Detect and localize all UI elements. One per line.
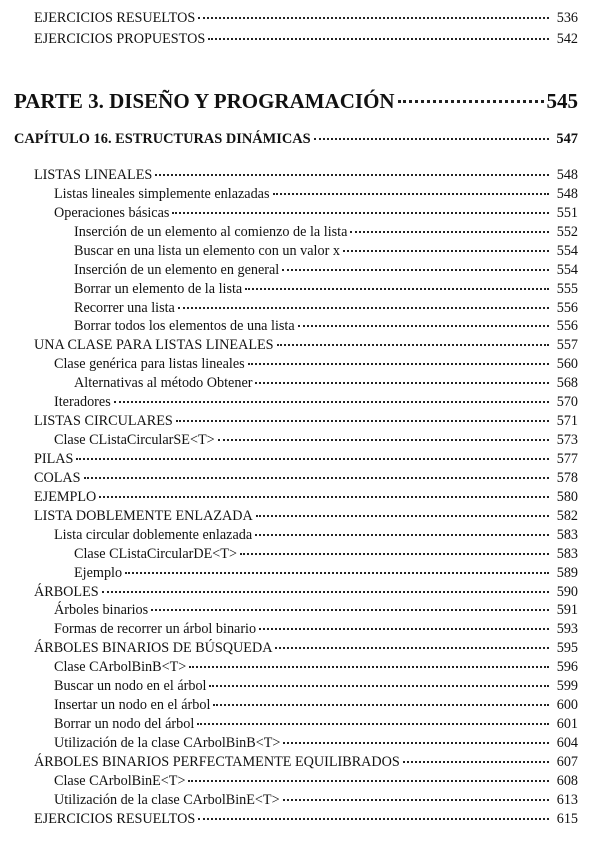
toc-entry <box>34 166 578 184</box>
toc-entry <box>54 204 578 222</box>
entry-title: Utilización de la clase CArbolBinB<T> <box>54 734 281 751</box>
entry-page: 590 <box>556 583 578 600</box>
part-title: PARTE 3. DISEÑO Y PROGRAMACIÓN <box>14 89 395 113</box>
dot-leader <box>209 685 549 687</box>
entry-page: 601 <box>556 716 578 732</box>
entry-title: PILAS <box>34 450 74 467</box>
entry-page: 595 <box>556 640 578 657</box>
entry-page: 551 <box>556 204 578 221</box>
toc-entry <box>34 488 578 506</box>
entry-page: 577 <box>556 450 578 467</box>
dot-leader <box>277 344 549 346</box>
dot-leader <box>398 100 544 103</box>
entry-title: Inserción de un elemento en general <box>74 261 280 278</box>
entry-title: ÁRBOLES BINARIOS DE BÚSQUEDA <box>34 640 273 657</box>
toc-entry <box>74 280 578 298</box>
toc-entry <box>74 564 578 582</box>
entry-title: Clase CArbolBinB<T> <box>54 659 187 676</box>
dot-leader <box>84 477 549 479</box>
dot-leader <box>213 704 549 706</box>
dot-leader <box>343 250 549 252</box>
entry-title: Borrar un elemento de la lista <box>74 280 243 297</box>
entry-page: 555 <box>556 280 578 297</box>
entry-page: 589 <box>556 564 578 581</box>
toc-entry <box>34 30 578 48</box>
toc-entry <box>74 545 578 563</box>
entry-page: 596 <box>556 659 578 676</box>
toc-entry <box>34 336 578 354</box>
dot-leader <box>189 666 549 668</box>
toc-entry <box>74 374 578 392</box>
entry-title: Recorrer una lista <box>74 299 175 316</box>
dot-leader <box>218 439 549 441</box>
entry-page: 557 <box>556 337 578 354</box>
dot-leader <box>198 818 549 820</box>
toc-entry <box>74 242 578 260</box>
entry-page: 548 <box>556 185 578 202</box>
dot-leader <box>259 628 549 630</box>
dot-leader <box>283 742 549 744</box>
entry-title: ÁRBOLES <box>34 583 99 600</box>
dot-leader <box>283 799 549 801</box>
toc-entry <box>54 696 578 714</box>
toc-entry <box>54 791 578 809</box>
dot-leader <box>178 307 549 309</box>
toc-entry <box>54 658 578 676</box>
entry-page: 593 <box>556 621 578 638</box>
chapter-page: 547 <box>556 131 578 147</box>
chapter-title: CAPÍTULO 16. ESTRUCTURAS DINÁMICAS <box>14 131 311 147</box>
dot-leader <box>314 138 549 140</box>
part-heading <box>14 88 578 114</box>
entry-page: 542 <box>556 31 578 47</box>
entry-page: 554 <box>556 261 578 278</box>
entry-page: 608 <box>556 772 578 789</box>
dot-leader <box>151 609 549 611</box>
entry-page: 570 <box>556 394 578 411</box>
dot-leader <box>99 496 549 498</box>
toc-entry <box>34 639 578 657</box>
entry-title: Buscar en una lista un elemento con un valor x <box>74 242 340 259</box>
entry-title: Borrar todos los elementos de una lista <box>74 318 295 335</box>
entry-page: 536 <box>556 10 578 26</box>
dot-leader <box>248 363 549 365</box>
toc-entry <box>34 583 578 601</box>
dot-leader <box>275 647 549 649</box>
entry-page: 600 <box>556 697 578 713</box>
toc-entry <box>34 469 578 487</box>
toc-entry <box>54 772 578 790</box>
toc-entry <box>54 715 578 733</box>
entry-title: Ejemplo <box>74 564 123 581</box>
entry-title: EJERCICIOS RESUELTOS <box>34 810 196 827</box>
entry-title: Clase CArbolBinE<T> <box>54 772 186 789</box>
dot-leader <box>198 17 549 19</box>
entry-page: 607 <box>556 753 578 770</box>
entry-title: Clase CListaCircularDE<T> <box>74 545 237 562</box>
entry-title: Inserción de un elemento al comienzo de la lista <box>74 223 348 240</box>
toc-entry <box>74 299 578 317</box>
dot-leader <box>114 401 549 403</box>
entry-page: 615 <box>556 810 578 827</box>
entry-page: 582 <box>556 507 578 524</box>
entry-page: 580 <box>556 488 578 505</box>
dot-leader <box>172 212 549 214</box>
entry-title: COLAS <box>34 469 81 486</box>
entry-page: 556 <box>556 318 578 335</box>
entry-title: Buscar un nodo en el árbol <box>54 678 207 695</box>
entry-title: Formas de recorrer un árbol binario <box>54 621 257 638</box>
entry-page: 583 <box>556 526 578 543</box>
toc-entry <box>54 677 578 695</box>
entry-page: 554 <box>556 242 578 259</box>
entry-title: EJERCICIOS RESUELTOS <box>34 10 196 26</box>
entry-page: 578 <box>556 469 578 486</box>
entry-title: Listas lineales simplemente enlazadas <box>54 185 270 202</box>
dot-leader <box>155 174 549 176</box>
dot-leader <box>102 591 549 593</box>
toc-entry <box>74 223 578 241</box>
toc-entry <box>34 507 578 525</box>
dot-leader <box>208 38 549 40</box>
entry-page: 552 <box>556 223 578 240</box>
dot-leader <box>403 761 549 763</box>
entry-title: Iteradores <box>54 394 111 411</box>
toc-entry <box>54 185 578 203</box>
toc-entry <box>54 393 578 411</box>
dot-leader <box>256 515 549 517</box>
part-page: 545 <box>546 89 578 113</box>
toc-entry <box>54 734 578 752</box>
entry-title: Alternativas al método Obtener <box>74 375 253 392</box>
dot-leader <box>282 269 549 271</box>
toc-entry <box>34 450 578 468</box>
entry-title: Árboles binarios <box>54 602 149 619</box>
entry-title: EJEMPLO <box>34 488 97 505</box>
dot-leader <box>176 420 549 422</box>
entry-page: 583 <box>556 545 578 562</box>
entry-page: 560 <box>556 356 578 373</box>
dot-leader <box>273 193 550 195</box>
entry-page: 599 <box>556 678 578 695</box>
dot-leader <box>255 382 549 384</box>
entry-page: 556 <box>556 299 578 316</box>
toc-entry <box>74 317 578 335</box>
toc-entry <box>54 601 578 619</box>
entry-title: Clase genérica para listas lineales <box>54 356 245 373</box>
dot-leader <box>350 231 549 233</box>
toc-entry <box>34 412 578 430</box>
entry-title: UNA CLASE PARA LISTAS LINEALES <box>34 337 274 354</box>
dot-leader <box>125 572 549 574</box>
entry-page: 548 <box>556 167 578 183</box>
toc-entry <box>54 431 578 449</box>
entry-title: EJERCICIOS PROPUESTOS <box>34 31 206 47</box>
entry-title: LISTAS LINEALES <box>34 167 153 183</box>
entry-title: LISTA DOBLEMENTE ENLAZADA <box>34 507 253 524</box>
entry-title: Clase CListaCircularSE<T> <box>54 432 215 448</box>
toc-entry <box>54 355 578 373</box>
dot-leader <box>240 553 549 555</box>
entry-title: ÁRBOLES BINARIOS PERFECTAMENTE EQUILIBRADOS <box>34 753 400 770</box>
chapter-heading <box>14 130 578 148</box>
toc-entry <box>34 9 578 27</box>
entry-title: Lista circular doblemente enlazada <box>54 526 253 543</box>
dot-leader <box>76 458 549 460</box>
entry-title: Operaciones básicas <box>54 204 170 221</box>
dot-leader <box>255 534 549 536</box>
entry-title: Insertar un nodo en el árbol <box>54 697 211 713</box>
toc-entry <box>34 810 578 828</box>
dot-leader <box>197 723 549 725</box>
dot-leader <box>245 288 549 290</box>
toc-entry <box>54 526 578 544</box>
entry-page: 571 <box>556 413 578 430</box>
toc-entry <box>34 753 578 771</box>
entry-title: LISTAS CIRCULARES <box>34 413 173 430</box>
entry-page: 573 <box>556 432 578 448</box>
entry-page: 604 <box>556 734 578 751</box>
dot-leader <box>298 325 549 327</box>
entry-title: Utilización de la clase CArbolBinE<T> <box>54 791 280 808</box>
toc-entry <box>74 261 578 279</box>
entry-page: 613 <box>556 791 578 808</box>
toc-entry <box>54 620 578 638</box>
entry-page: 591 <box>556 602 578 619</box>
entry-title: Borrar un nodo del árbol <box>54 716 195 732</box>
entry-page: 568 <box>556 375 578 392</box>
dot-leader <box>188 780 549 782</box>
